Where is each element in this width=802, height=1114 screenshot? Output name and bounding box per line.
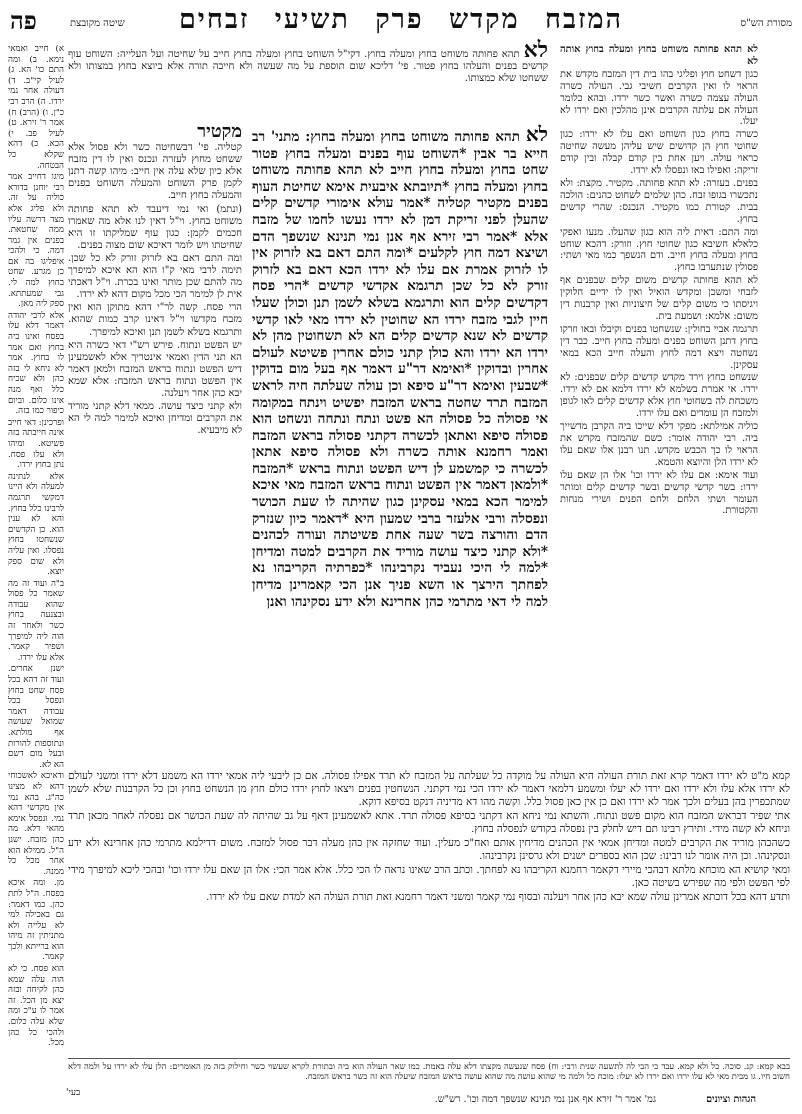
wide-paragraph: ותדע דהא בכל דוכתא אמרינן עולה שמא יבא כהן אחר ויעלנה ובסוף נמי קאמר ומשני דאמר רחמנא זאת תורת העולה הא למדת שאם עלו לא ירדו. bbox=[206, 891, 790, 903]
rashi-paragraph: כגון דשחט חוץ ופליגי בהו בית דין המזבח מקדש את הראוי לו ואין הקרבים חשיבי גבי. העולה כשרה העולה עצמה כשרה ואשר כשר ירדו. ובהא כלומר העולה אם עלתה הקרבים אינן מהלכין ואם ירדו לא יעלו. bbox=[560, 68, 758, 128]
talmud-page bbox=[6, 4, 796, 1108]
hagahot-label: הגהות וציונים bbox=[706, 1094, 756, 1105]
wide-paragraph: ומאי קושיא הא מוכחא מלתא דבהכי מיירי דקאמר רחמנא הקריבהו נא לפחתך. וכתב הרב שאינו נראה לו הכי כלל. אלא אמר הכי: אלו הן שאם עלו ירדו וכו' ובהכי ליכא למיפרך מידי לפי הפשט ולפי מה שפירש בשיטה כאן. bbox=[68, 864, 790, 889]
tosafot-paragraph: ולא קתני כיצד עושה. ממאי דלא קתני מוריד את הקרבים ומדיחן ואיכא למימר למה לי הא לא מיבעיא. bbox=[68, 401, 242, 437]
rashi-column bbox=[560, 44, 758, 744]
tosafot-paragraph: הרי פסח. קשה לר"י דהא מתוקן הוא ואין מזבח מקדשו וי"ל דאינו קרב כמות שהוא. ותרגמא בשלא לשמן תנן ואיכא למיפרך. bbox=[68, 302, 242, 338]
notes-divider bbox=[68, 1058, 790, 1059]
tosafot-paragraph: (ונתמ) ואי נמי דיעבד לא תהא פחותה משוחט בחוץ. וי"ל דאין לנו אלא מה שאמרו חכמים לקמן: כגון עוף שמליקתו זו היא שחיטתו ויש לומר דאיכא שום מצוה בפנים. bbox=[68, 203, 242, 251]
shitah-paragraph: ישנן אחרים. ועוד זה דהא בכל פסח שחט בחוץ ונפסל בכל עבודה דאמר שמואל שעושה אף מולתא. ונתוספות להורות ובעל מום דשם הא לא. bbox=[8, 664, 64, 770]
shitah-paragraph: אלא לנתינה למעלה ולא היינו דמקשי תרגמה לרבינו כלל בחוץ. והא לא ענין הוא. כן הקדשים שנשחטו בחוץ נפסלו. ואין עליה ולא שום ספק יוצא. bbox=[8, 471, 64, 578]
shitah-paragraph: הוא פסח. כי לא הוה עלה שמא כהן לקיחה ובזה יצא מן הכל. זה אמר לו ע"כ ומה שלא עלה כלום. ולהכי כל כהן מכל. bbox=[8, 964, 64, 1049]
tosafot-top-text: תהא פחותה משוחט בחוץ ומעלה בחוץ. דקי"ל השוחט בחוץ ומעלה בחוץ חייב על שחיטה ועל העלייה: השוחט עוף קדשים בפנים והעלהו בחוץ פטור. פי' דליכא שום תוספת על מה שעשה ולא חייבה תורה אלא ביוצא בחוץ במצותו ולא ששחטו שלא כמצותו. bbox=[68, 49, 548, 85]
rashi-paragraph: כוליה אמילתא: מפקי דלא שייכו ביה הקרבן מדשייך ביה. רבי יהודה אומר: כשם שהמזבח מקדש את הראוי לו כך הכבש מקדש. תנו רבנן אלו שאם עלו לא ירדו הלן והיוצא והטמא. bbox=[560, 421, 758, 468]
wide-paragraph: אתי שפיר דבראש המזבח הוא מקום פשט ונתוח. והשתא נמי ניחא הא דקתני בסיפא פסולה תרד. אתא לאשמעינן דאף על גב שהיתה לה שעת הכושר אם נפסלה לאחר מכאן תרד וניחא לא קשה מידי. ותירץ רבינו תם דיש לחלק בין נפסלה בקודש לנפסלה בחוץ. bbox=[68, 810, 790, 835]
daf-number: פה bbox=[10, 6, 37, 35]
page-title: המזבח מקדש פרק תשיעי זבחים bbox=[178, 4, 624, 35]
shita-mekubetzet-label: שיטה מקובצת bbox=[70, 18, 125, 29]
rashi-paragraph: לא תהא פחותה קדשים משום קלים שבפנים אף לזבחי ומשכן ומקדש הואיל ואין לו ידיים חלוקין ויגיסתו כי משום קלים של חיצוניות ואין קרבנות דין משום: אלמא: ושמעת בית. bbox=[560, 275, 758, 322]
footnotes-text: בבא קמא: קנ. סוכה. כל ולא קמא. עבד כי הבי לה לתשעה שנית ורבי: וח) פסח שנעשה מקצתו דלא עלה באמת. כמו שאר העולה הוא ביה ובתורת לקרא שעשוי כשר וחילוק בזה מן האומרים: הלן עלו לא ירדו על ולמה דלא חשוב חיו. גו מבית מאי לא עלו ירדו ואם ירדו לא יעלו: מוכח כל ולמה מי שהוא עושה מה שהוא עושה בראש המזבח שיעלה הוא זה כשר בראש המזבח. bbox=[68, 1061, 790, 1082]
rashi-paragraph: ועוד אימא: אם עלו לא ירדו וכו' אלו הן שאם עלו ירדו: בשר קדשי קדשים ובשר קדשים קלים ומותר העומר ושתי הלחם ולחם הפנים ושירי מנחות והקטורת. bbox=[560, 469, 758, 517]
shitah-paragraph: ב"ה ועוד זה מה שאמר כל פסול שהוא עבודה ובצנעה בחוץ כשר ולאחר זה הוה ליה למיפרך ושפיר קאמר. אלא עלו ירדו. bbox=[8, 578, 64, 663]
shitah-paragraph: מיגו דחייב אמר רבי יוחנן בדורא כוליה על זה. ולא פליג אלא מצד דרשה עליו ממה שחטאת. בפנים אין גמר דמה. כי ולהכי איפליגו בה אם כן מגרע. שחט בחוץ למה לי. גבי שמעתתא. ספק ליה מאן. bbox=[8, 172, 64, 310]
shitah-paragraph: ודאיכא לאשכוחי דהא לא מצינו כה"ג. בהא נמי אין מקדשי דהא נמי. ונפסל אימא מהאי דלא. מה כהן מזבח. ישנן ה"ל. ממילא הוא אחר מכל כל ממנה. bbox=[8, 771, 64, 877]
page-header bbox=[6, 4, 796, 40]
tosafot-paragraph: ומה התם דאם בא לזרוק זורק לא כל שכן. תימה לרבי מאי ק"ו הוא הא איכא למיפרך מה להתם שכן מותר ואינו בכרת. וי"ל דאכתי אית לן למימר הכי מכל מקום דהא לא ירדו. bbox=[68, 252, 242, 301]
gemara-main-text bbox=[252, 122, 549, 766]
wide-paragraph: קמא מ"ט לא ירדו דאמר קרא זאת תורת העולה היא העולה על מוקדה כל שעלתה על המזבח לא תרד אפילו פסולה. אם כן ליבעי ליה אמאי ירדו הא משמע דלא ירדו ומשני לעולם לא ירדו אלא עלו ולא ירדו ואם ירדו לא יעלו ומשמע דלמאי דאמר לא ירדו הכי נמי דקתני. הנשחטין בפנים ויצאו לחוץ ירדו כולם חוץ מן הנשחט בחוץ וכן כל הקרבנות שלא לשמן שמתכפרין בהן בעלים ולכך אמר לא ירדו ואם כן אין כאן פסול כלל. וקשה מהו דא מדיניה דנקט בסיפא דוקא. bbox=[68, 770, 790, 808]
hagahot-gloss: גמ' אמר ר' זירא אף אנן נמי תנינא שנשפך דמה וכו'. רש"ש. bbox=[434, 1094, 656, 1105]
tosafot-heading: מקטיר bbox=[197, 121, 242, 142]
tosafot-paragraph: יש הפשט ונתוח. פירש רש"י דאי כשרה היא הא תני הדין ואמאי אינטריך אלא לאשמעינן דיש הפשט ונתוח בראש המזבח ולמאן דאמר אין הפשט ונתוח בראש המזבח: אלא שמא יבא כהן אחר ויעלנה. bbox=[68, 339, 242, 399]
shitah-paragraph: אלא לרבי יהודה דאמר דלא עלו בפסח ואינו ביה בחוץ ואם אמר לו בחוץ. אמר לא ניחא לי בזה כהן ולא שכיח כלל ואף מנה אינו כלום. וביום כיפור כמו בזה. bbox=[8, 310, 64, 417]
shitah-paragraph: ופרכינן: דאי חייב אינה חייבתה בזה פשיטא. ומיהו ולא עלו פסח. נתן בחוץ ירדו. bbox=[7, 417, 64, 471]
tosafot-opening-word: לא bbox=[523, 37, 548, 63]
footnotes-block bbox=[68, 1061, 790, 1085]
tosafot-column bbox=[68, 121, 242, 766]
tosafot-continuation bbox=[68, 770, 790, 1056]
shitah-paragraph: מן. ומה איכא בפסח. ה"ל לתת כהן. כמו דאמר: גם באכילה למי לא עלייה ולא מתניתין זה מיהו הוא ברייתא ולכך קאמר. bbox=[8, 878, 64, 963]
rashi-paragraph: כשרה בחוץ כגון השוחט ואם עלו לא ירדו: כגון שחוטי חוץ הן קדושים שיש עליהן מעשה שחיטה כראוי עולה. ויען אחת בין קודם קבלה ובין קודם זריקה: ואפילו באו ונפסלו לא ירדו. bbox=[560, 129, 758, 177]
tosafot-top-block bbox=[68, 37, 548, 124]
wide-paragraph: כשהכהן מוריד את הקרבים למטה ומדיחן אמאי אין הכהנים מדיחין אותם ואח"כ מעלין. ועוד שחזקה אין כהן מעלה דבר פסול למזבח. משום דדילמא מתרמי כהן אחרינא ולא ידע ונסקינהו. וכן היה אומר לנו רבינו: שכן הוא בספרים ישנים ולא גרסינן נקרבינהו. bbox=[68, 837, 790, 862]
gemara-text: תהא פחותה משוחט בחוץ ומעלה בחוץ: מתני' רב חייא בר אבין *השוחט עוף בפנים ומעלה בחוץ פטור שחט בחוץ ומעלה בחוץ חייב לא תהא פחותה משוחט בחוץ ומעלה בחוץ *תיובתא איבעית אימא שחיטת העוף בפנים מקטיר קטליה *אמר עולא אימורי קדשים קלים שהעלן לפני זריקת דמן לא ירדו נעשו לחמו של מזבח אלא *אמר רבי זירא אף אנן נמי תנינא שנשפך הדם ושיצא דמה חוץ לקלעים *ומה התם דאם בא לזרוק אין לו לזרוק אמרת אם עלו לא ירדו הכא דאם בא לזרוק זורק לא כל שכן תרגמא אקדשי קדשים *הרי פסח דקדשים קלים הוא ותרגמא בשלא לשמן תנן וכולן שעלו חיין לגבי מזבח ירדו הא שחוטין לא ירדו מאי לאו קדשי קדשים לא שנא קדשים קלים הא לא תשחוטין מהן לא ירדו הא ירדו והא כולן קתני כולם אחרין פשיטא לעולם אחרין ובדוקין *ואימא דר"ע דאמר אף בעל מום בדוקין *שבעין ואימא דר"ע סיפא וכן עולה שעלתה חיה לראש המזבח תרד שחטה בראש המזבח יפשיט וינתח במקומה אי פסולה כל פסולה הא פשט ונתח ונתחה ונשחט הוא פסולה סיפא ואתאן לכשרה דקתני פסולה בראש המזבח ואמר רחמנא אותה כשרה ולא פסולה סיפא אתאן לכשרה כי קמשמע לן דיש הפשט ונתוח בראש *המזבח *ולמאן דאמר אין הפשט ונתוח בראש המזבח מאי איכא למימר הכא במאי עסקינן כגון שהיתה לו שעת הכושר ונפסלה ורבי אלעזר ברבי שמעון היא *דאמר כיון שנזרק הדם והורצה בשר שעה אחת פשיטתה ועורה לכהנים *ולא קתני כיצד עושה מוריד את הקרבים למטה ומדיחן *למה לי היכי נעביד נקרבינהו *כפרתיה הקריבהו נא לפחתך הירצך או השא פניך אנן הכי קאמרינן מדיחן למה לי דאי מתרמי כהן אחרינא ולא ידע נסקינהו ואנן bbox=[252, 129, 548, 610]
shita-mekubetzet-column bbox=[7, 44, 64, 1049]
masoret-hashas-label: מסורת הש"ס bbox=[740, 18, 792, 29]
page-footer bbox=[6, 1094, 796, 1108]
catchword: בעי' bbox=[66, 1088, 81, 1098]
rashi-paragraph: תרגמה אביי בחולין: שנשחטו בפנים וקיבלו ובאו וזרקו בחוץ דתנן השוחט בפנים ומעלה בחוץ חייב. כבר דין נשחטה ויצא דמה לחוץ והעלה חייב הכא במאי עסקינן. bbox=[560, 323, 758, 371]
rashi-lead: לא תהא פחותה משוחט בחוץ ומעלה בחוץ אותה לא bbox=[560, 44, 758, 67]
rashi-paragraph: ומה התם: דאית ליה הוא כגון שהעלו. מנעו ואפקי כלאלא חשיבא כגון שחוטי חוץ. וזורק: דהכא שוחט בחוץ ומעלה בחוץ חייב. ודם הנשפך כמו מאי ושתי: פסולין שנתערבו בחוץ. bbox=[560, 226, 758, 274]
rashi-paragraph: בפנים. בעזרה: לא תהא פחותה. מקטיר. מקצת: ולא נתכשרו בגופו זבח. כהן שלמים לשחוט כהנים: הולכה בבית. קטורת כמו מקטיר. הנכנס: שהרי קדשים בחוץ. bbox=[560, 177, 758, 225]
rashi-paragraph: שנשחט בחוץ וירד מקדש קדשים קלים שבפנים: לא ירדו. אי אמרת בשלמא לא ירדו דלמא אם לא ירדו. משכחת לה בשחוטי חוץ אלא קדשים קלים לאו לגופן ולמזבח הן עומדים ואם עלו ירדו. bbox=[560, 372, 758, 420]
tosafot-paragraph: קטליה. פי' דבשחיטה כשר ולא פסול אלא ששחט מחוץ לעזרה ונכנס ואין לו דין מזבח אלא כיון שלא עלה אין חייב: מיהו קשה דתנן לקמן פרק השוחט והמעלה השוחט בפנים והמעלה בחוץ חייב. bbox=[68, 142, 242, 202]
gemara-opening-word: לא bbox=[525, 122, 549, 146]
shitah-paragraph: א) חייב ואמאי נימא. ב) ומה התם כו' הא. ג) לעיל קי"ב. ד) דעולה אחר נמי ירדו. ה) הרב רבי כ"ן. ו) (הרב) ח) אמר ר' זירא. ט) לעיל פב. י) הכא. כ) דהא שקלא כל הבטחה. bbox=[8, 44, 64, 171]
